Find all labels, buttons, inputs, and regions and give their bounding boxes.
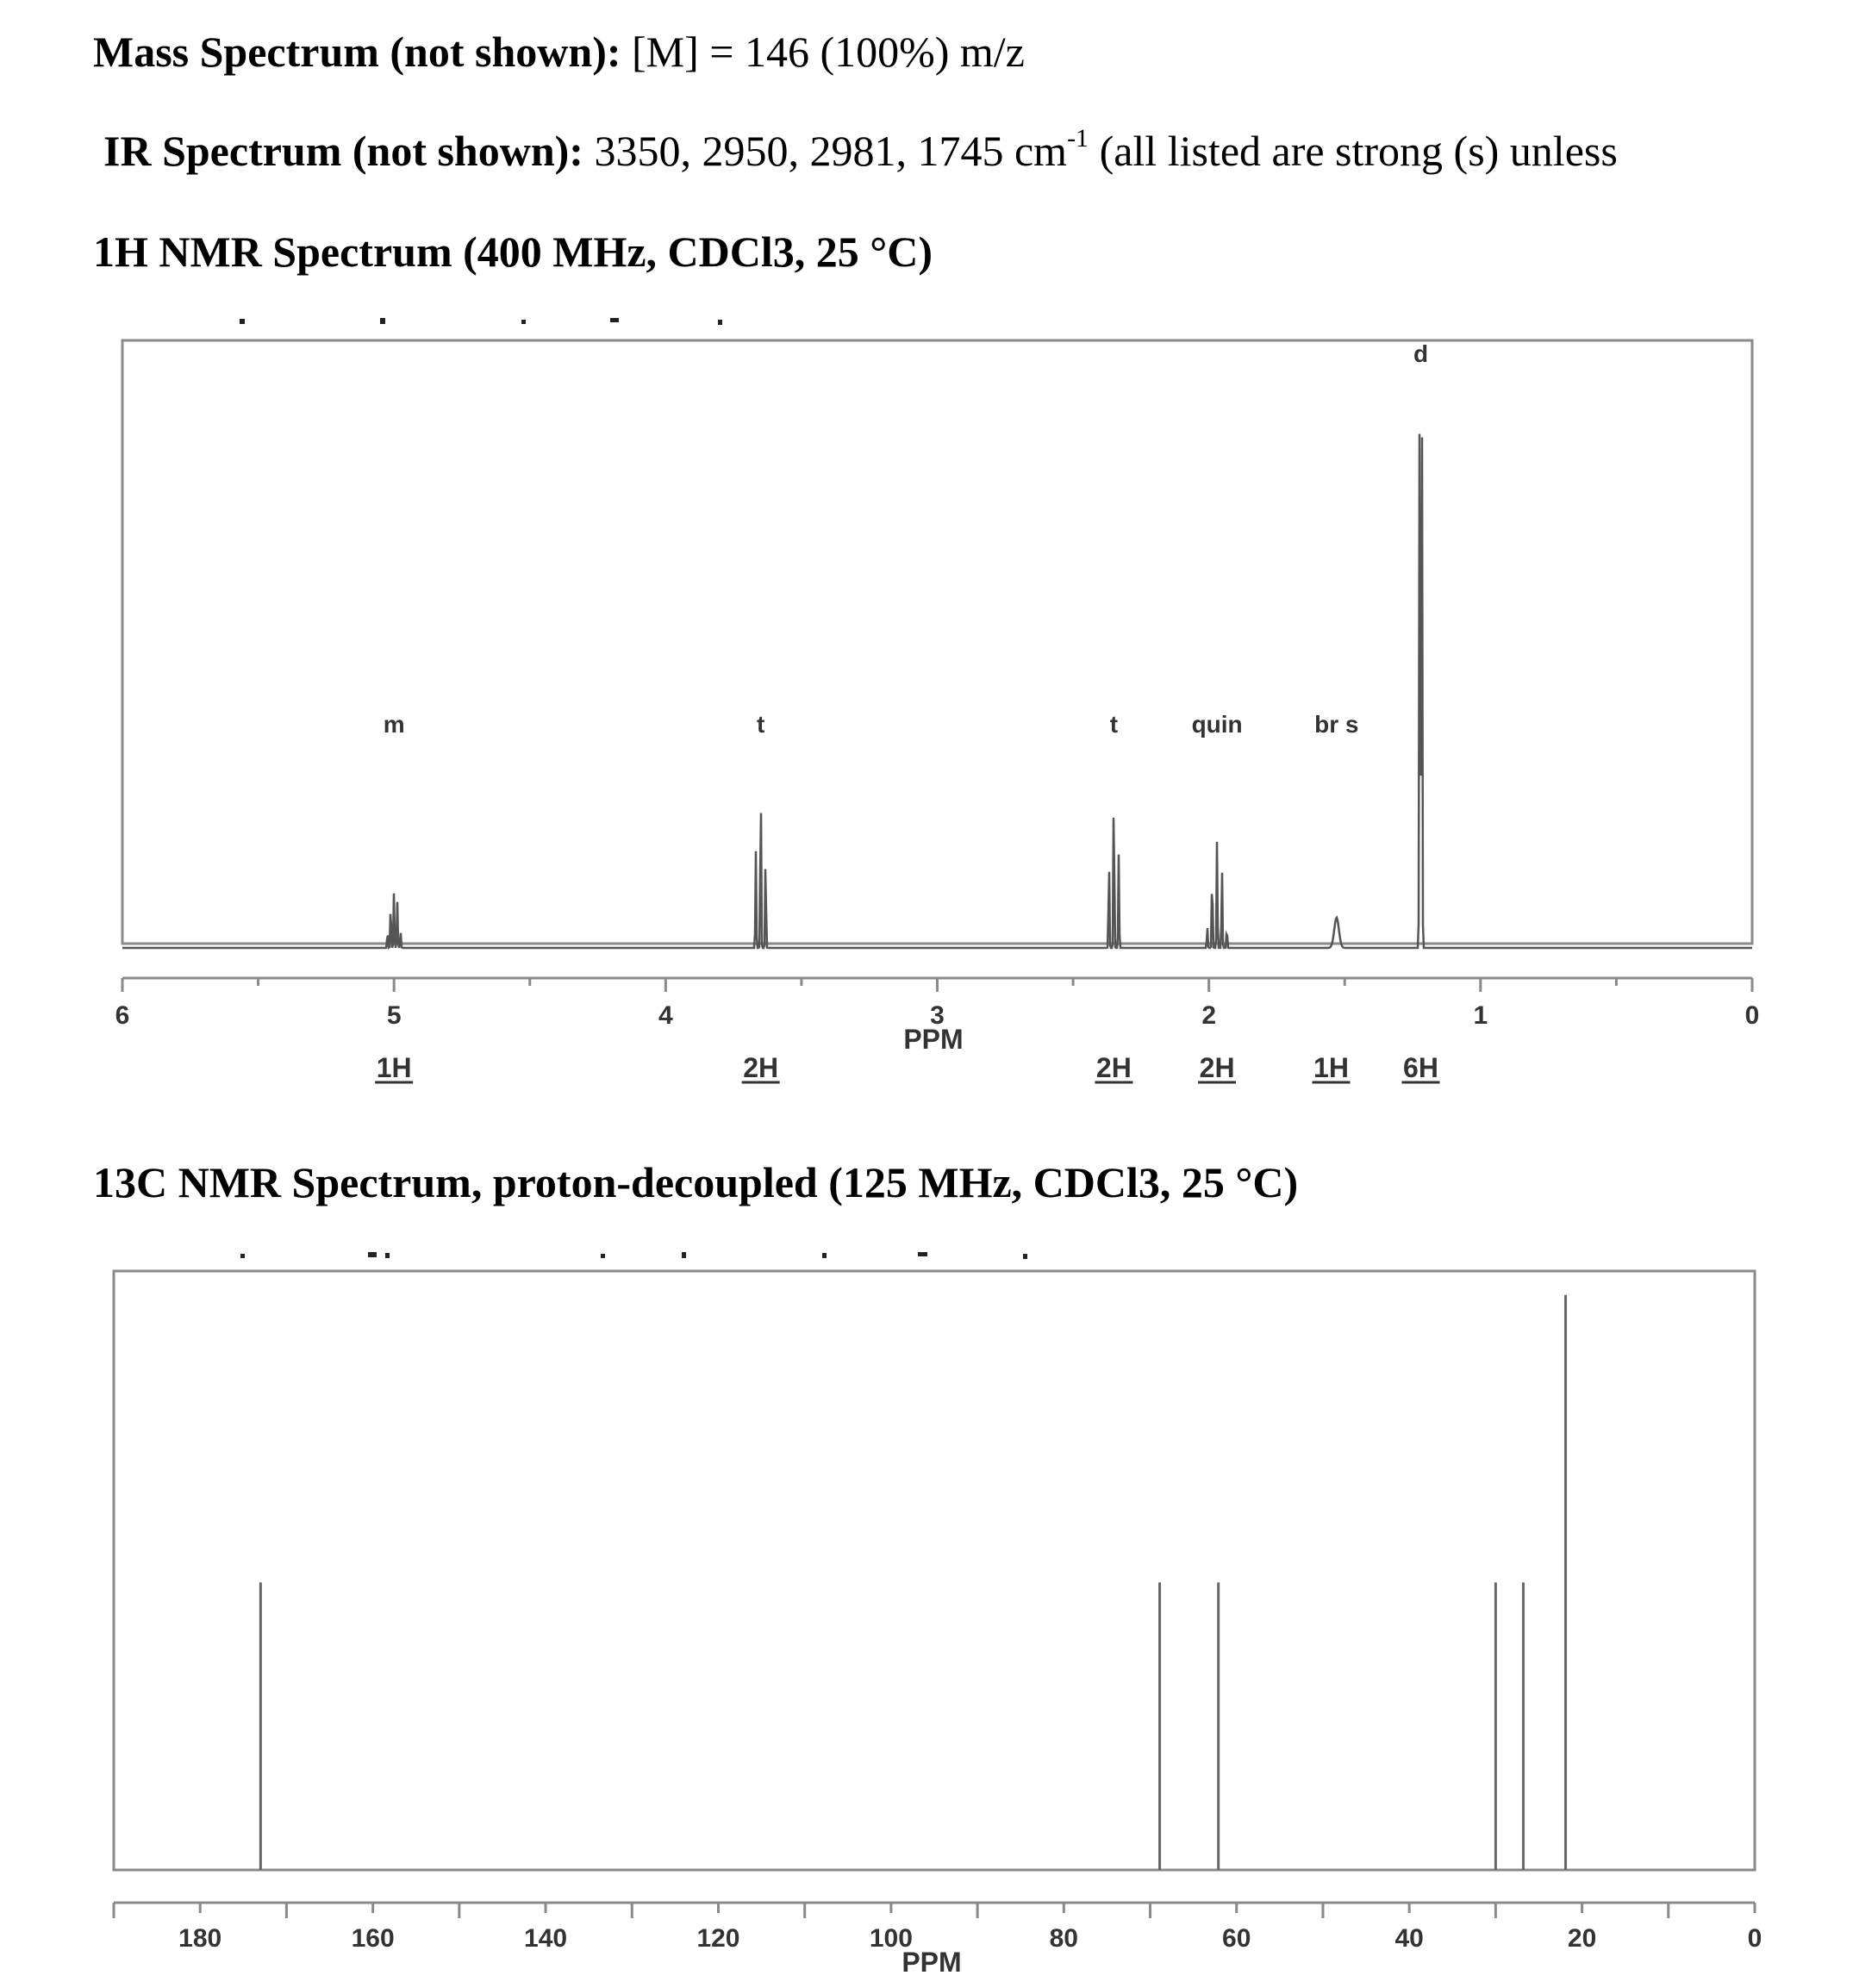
h-nmr-xlabel: PPM [903, 1024, 964, 1055]
h-nmr-tick-label: 0 [1744, 1001, 1760, 1030]
c-nmr-title: 13C NMR Spectrum, proton-decoupled (125 MHz, CDCl3, 25 °C) [93, 1158, 1299, 1206]
h-nmr-multiplicity-2: t [1109, 711, 1119, 738]
ir-superscript: -1 [1067, 124, 1089, 153]
ir-spectrum-suffix: (all listed are strong (s) unless [1099, 127, 1618, 175]
h-nmr-trace [122, 434, 1752, 949]
ir-spectrum-line [103, 125, 1618, 177]
h-nmr-integration-3: 2H [1199, 1052, 1235, 1083]
c-nmr-tick-label: 60 [1222, 1924, 1251, 1953]
h-nmr-integration-1: 2H [743, 1052, 779, 1083]
h-nmr-chart [0, 327, 1853, 1103]
c-nmr-tick-label: 20 [1567, 1924, 1597, 1953]
h-nmr-peaks [122, 434, 1752, 949]
ir-spectrum-value: 3350, 2950, 2981, 1745 cm [594, 127, 1068, 175]
h-nmr-tick-label: 4 [658, 1001, 673, 1030]
ir-spectrum-label: IR Spectrum (not shown): [103, 127, 583, 175]
h-nmr-tick-label: 3 [930, 1001, 945, 1030]
c-nmr-tick-label: 0 [1747, 1924, 1763, 1953]
c-nmr-ticks [114, 1903, 1762, 1953]
h-nmr-integration-4: 1H [1313, 1052, 1349, 1083]
h-nmr-tick-label: 6 [115, 1001, 130, 1030]
c-nmr-scan-artifact [0, 1251, 1853, 1262]
h-nmr-multiplicity-1: t [756, 711, 765, 738]
c-nmr-plot-frame [114, 1271, 1755, 1870]
h-nmr-title: 1H NMR Spectrum (400 MHz, CDCl3, 25 °C) [93, 227, 933, 276]
c-nmr-tick-label: 100 [869, 1924, 913, 1953]
h-nmr-integration-0: 1H [376, 1052, 412, 1083]
c-nmr-peaks [260, 1295, 1565, 1870]
c-nmr-tick-label: 180 [178, 1924, 222, 1953]
c-nmr-tick-label: 120 [696, 1924, 740, 1953]
h-nmr-integration-5: 6H [1403, 1052, 1438, 1083]
h-nmr-labels [375, 340, 1439, 1083]
h-nmr-multiplicity-3: quin [1191, 711, 1243, 738]
h-nmr-integration-2: 2H [1095, 1052, 1132, 1083]
c-nmr-tick-label: 140 [524, 1924, 568, 1953]
c-nmr-tick-label: 80 [1049, 1924, 1079, 1953]
h-nmr-multiplicity-0: m [383, 711, 405, 738]
h-nmr-plot-frame [122, 340, 1752, 944]
c-nmr-tick-label: 160 [351, 1924, 395, 1953]
c-nmr-tick-label: 40 [1394, 1924, 1424, 1953]
mass-spectrum-value: [M] = 146 (100%) m/z [632, 28, 1025, 76]
h-nmr-scan-artifact [0, 317, 1853, 327]
h-nmr-multiplicity-4: br s [1314, 711, 1359, 738]
h-nmr-tick-label: 5 [386, 1001, 402, 1030]
c-nmr-chart [0, 1267, 1853, 1988]
h-nmr-tick-label: 1 [1473, 1001, 1488, 1030]
mass-spectrum-line [93, 26, 1025, 78]
h-nmr-multiplicity-5: d [1413, 340, 1429, 367]
mass-spectrum-label: Mass Spectrum (not shown): [93, 28, 621, 76]
h-nmr-tick-label: 2 [1201, 1001, 1217, 1030]
c-nmr-xlabel: PPM [902, 1947, 962, 1978]
